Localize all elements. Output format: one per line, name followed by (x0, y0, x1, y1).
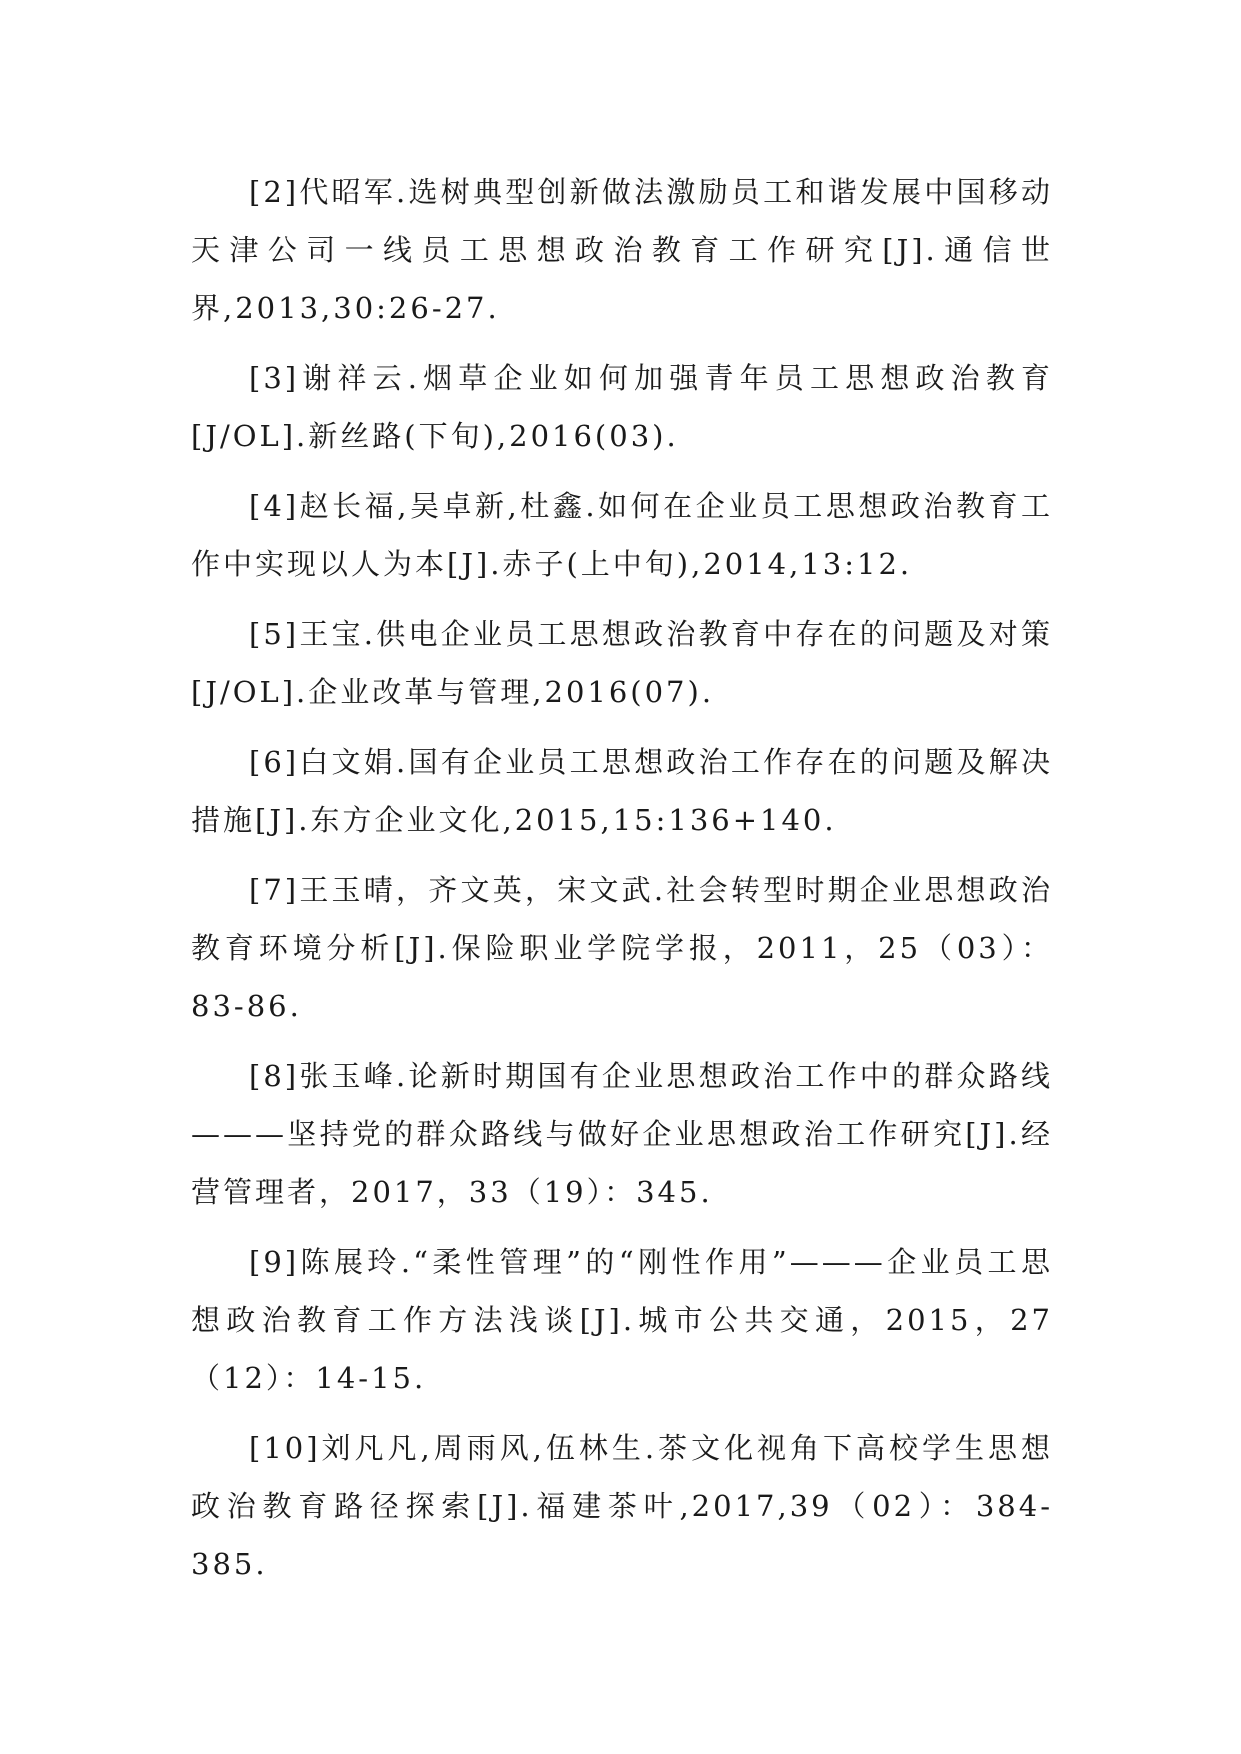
reference-item-6: [6]白文娟.国有企业员工思想政治工作存在的问题及解决措施[J].东方企业文化,2015,15:136+140. (191, 745, 1053, 837)
reference-item-8: [8]张玉峰.论新时期国有企业思想政治工作中的群众路线———坚持党的群众路线与做好企业思想政治工作研究[J].经营管理者，2017，33（19）：345. (191, 1059, 1053, 1209)
reference-item-10: [10]刘凡凡,周雨风,伍林生.茶文化视角下高校学生思想政治教育路径探索[J].福建茶叶,2017,39（02）：384-385. (191, 1431, 1053, 1581)
reference-item-7: [7]王玉晴，齐文英，宋文武.社会转型时期企业思想政治教育环境分析[J].保险职业学院学报，2011，25（03）：83-86. (191, 873, 1053, 1023)
reference-list (191, 163, 1053, 1605)
reference-item-4: [4]赵长福,吴卓新,杜鑫.如何在企业员工思想政治教育工作中实现以人为本[J].赤子(上中旬),2014,13:12. (191, 489, 1053, 581)
reference-item-3: [3]谢祥云.烟草企业如何加强青年员工思想政治教育[J/OL].新丝路(下旬),2016(03). (191, 361, 1053, 453)
reference-item-2: [2]代昭军.选树典型创新做法激励员工和谐发展中国移动天津公司一线员工思想政治教育工作研究[J].通信世界,2013,30:26-27. (191, 175, 1053, 325)
reference-item-5: [5]王宝.供电企业员工思想政治教育中存在的问题及对策[J/OL].企业改革与管理,2016(07). (191, 617, 1053, 709)
reference-item-9: [9]陈展玲.“柔性管理”的“刚性作用”———企业员工思想政治教育工作方法浅谈[J].城市公共交通，2015，27（12）：14-15. (191, 1245, 1053, 1395)
